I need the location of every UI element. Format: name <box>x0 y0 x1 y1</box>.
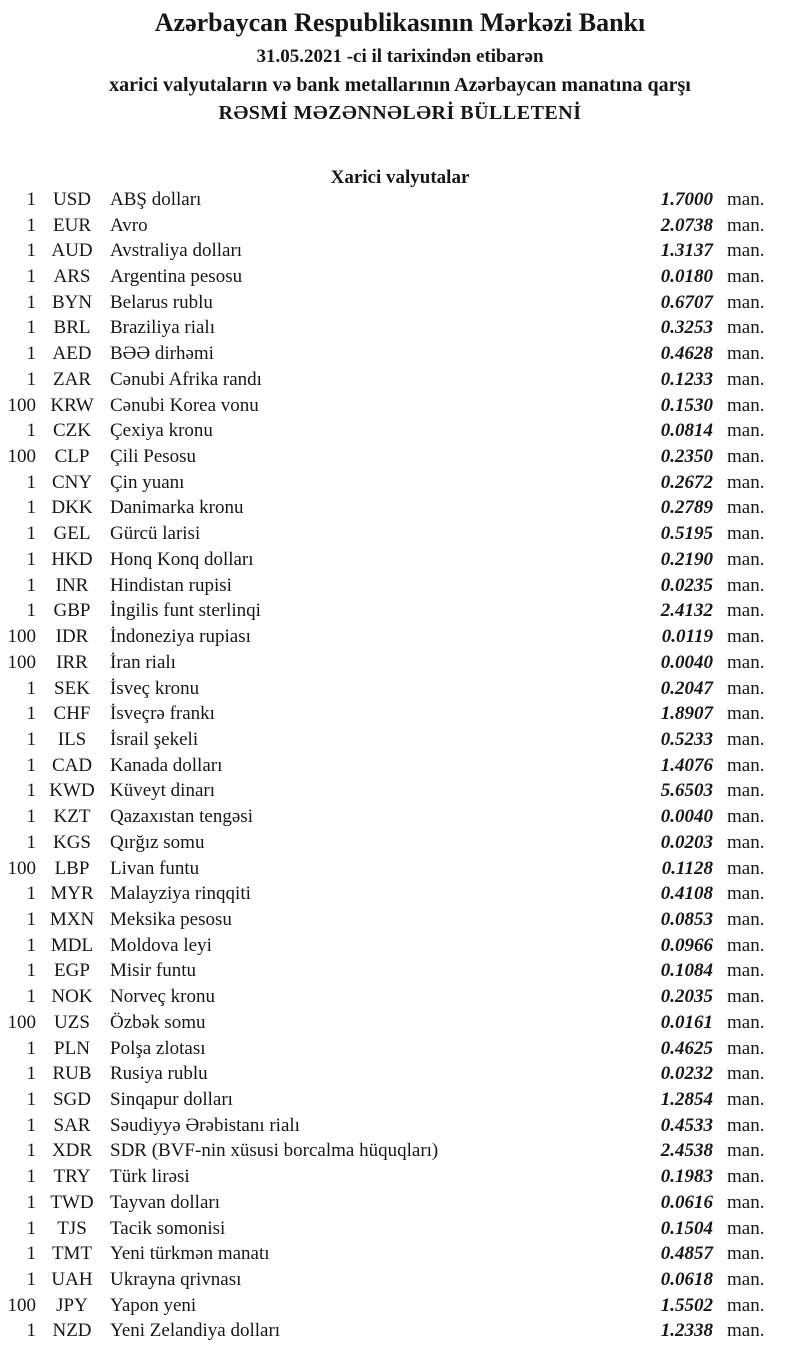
unit-label: man. <box>727 548 765 570</box>
currency-row <box>0 393 800 419</box>
currency-row <box>0 367 800 393</box>
currency-name: Cənubi Afrika randı <box>110 368 262 390</box>
currency-name: Ukrayna qrivnası <box>110 1269 242 1291</box>
rate-value: 0.0235 <box>660 574 713 596</box>
currency-code: DKK <box>51 497 93 519</box>
rate-value: 0.4108 <box>660 883 713 905</box>
unit-label: man. <box>727 651 765 673</box>
currency-code: IRR <box>56 651 88 673</box>
nominal-amount: 1 <box>26 266 36 288</box>
currency-code: KRW <box>50 394 94 416</box>
rate-value: 0.0853 <box>660 908 713 930</box>
nominal-amount: 1 <box>26 831 36 853</box>
currency-name: BƏƏ dirhəmi <box>110 343 214 365</box>
nominal-amount: 1 <box>26 1191 36 1213</box>
currency-row <box>0 624 800 650</box>
unit-label: man. <box>727 574 765 596</box>
currency-name: Livan funtu <box>110 857 200 879</box>
rate-value: 0.2789 <box>660 497 713 519</box>
currency-row <box>0 547 800 573</box>
unit-label: man. <box>727 266 765 288</box>
currency-name: Kanada dolları <box>110 754 223 776</box>
rate-value: 0.0616 <box>660 1191 713 1213</box>
currency-row <box>0 1113 800 1139</box>
rate-value: 0.1084 <box>660 960 713 982</box>
currency-row <box>0 521 800 547</box>
currency-row <box>0 727 800 753</box>
unit-label: man. <box>727 368 765 390</box>
currency-code: JPY <box>56 1294 88 1316</box>
currency-name: Səudiyyə Ərəbistanı rialı <box>110 1114 300 1136</box>
nominal-amount: 1 <box>26 471 36 493</box>
unit-label: man. <box>727 1320 765 1342</box>
rate-value: 1.2338 <box>660 1320 713 1342</box>
currency-row <box>0 264 800 290</box>
nominal-amount: 1 <box>26 343 36 365</box>
rate-value: 0.0232 <box>660 1063 713 1085</box>
rate-value: 0.2190 <box>660 548 713 570</box>
nominal-amount: 1 <box>26 728 36 750</box>
unit-label: man. <box>727 446 765 468</box>
nominal-amount: 1 <box>26 523 36 545</box>
unit-label: man. <box>727 600 765 622</box>
currency-code: XDR <box>51 1140 93 1162</box>
rate-value: 0.6707 <box>660 291 713 313</box>
nominal-amount: 1 <box>26 574 36 596</box>
nominal-amount: 100 <box>7 1294 36 1316</box>
currency-row <box>0 187 800 213</box>
currency-name: Rusiya rublu <box>110 1063 208 1085</box>
unit-label: man. <box>727 497 765 519</box>
currency-code: TWD <box>50 1191 94 1213</box>
unit-label: man. <box>727 1269 765 1291</box>
currency-row <box>0 779 800 805</box>
nominal-amount: 1 <box>26 960 36 982</box>
currency-code: PLN <box>54 1037 90 1059</box>
currency-code: KWD <box>49 780 95 802</box>
currency-name: Danimarka kronu <box>110 497 244 519</box>
currency-name: İngilis funt sterlinqi <box>110 600 261 622</box>
currency-row <box>0 444 800 470</box>
currency-name: Qazaxıstan tengəsi <box>110 806 253 828</box>
currency-name: Moldova leyi <box>110 934 212 956</box>
currency-code: UAH <box>51 1269 93 1291</box>
currency-name: Polşa zlotası <box>110 1037 206 1059</box>
unit-label: man. <box>727 780 765 802</box>
rate-value: 5.6503 <box>660 780 713 802</box>
currency-code: TJS <box>57 1217 87 1239</box>
rate-value: 0.0966 <box>660 934 713 956</box>
currency-row <box>0 1036 800 1062</box>
nominal-amount: 100 <box>7 626 36 648</box>
rate-value: 2.4132 <box>660 600 713 622</box>
currency-row <box>0 959 800 985</box>
rate-value: 1.3137 <box>660 240 713 262</box>
nominal-amount: 1 <box>26 1243 36 1265</box>
currency-row <box>0 907 800 933</box>
currency-code: AUD <box>51 240 93 262</box>
currency-name: Hindistan rupisi <box>110 574 232 596</box>
unit-label: man. <box>727 831 765 853</box>
currency-name: Cənubi Korea vonu <box>110 394 259 416</box>
unit-label: man. <box>727 214 765 236</box>
currency-name: İsrail şekeli <box>110 728 199 750</box>
unit-label: man. <box>727 1166 765 1188</box>
currency-code: MXN <box>49 908 95 930</box>
currency-row <box>0 599 800 625</box>
currency-code: GEL <box>53 523 91 545</box>
nominal-amount: 1 <box>26 1037 36 1059</box>
currency-code: TMT <box>51 1243 93 1265</box>
unit-label: man. <box>727 1011 765 1033</box>
currency-code: SGD <box>52 1089 91 1111</box>
currency-name: Qırğız somu <box>110 831 205 853</box>
unit-label: man. <box>727 857 765 879</box>
nominal-amount: 1 <box>26 1166 36 1188</box>
currency-code: ILS <box>57 728 87 750</box>
nominal-amount: 100 <box>7 446 36 468</box>
currency-code: IDR <box>55 626 89 648</box>
nominal-amount: 1 <box>26 548 36 570</box>
currency-row <box>0 984 800 1010</box>
currency-row <box>0 213 800 239</box>
unit-label: man. <box>727 1243 765 1265</box>
currency-name: Çili Pesosu <box>110 446 197 468</box>
nominal-amount: 1 <box>26 677 36 699</box>
rate-value: 0.0040 <box>660 651 713 673</box>
nominal-amount: 1 <box>26 1089 36 1111</box>
unit-label: man. <box>727 986 765 1008</box>
rate-value: 0.2047 <box>660 677 713 699</box>
currency-name: Türk lirəsi <box>110 1166 190 1188</box>
currency-name: Avstraliya dolları <box>110 240 243 262</box>
nominal-amount: 1 <box>26 291 36 313</box>
currency-code: BRL <box>53 317 91 339</box>
nominal-amount: 1 <box>26 1140 36 1162</box>
unit-label: man. <box>727 291 765 313</box>
rate-value: 0.0180 <box>660 266 713 288</box>
currency-code: USD <box>52 188 91 210</box>
unit-label: man. <box>727 240 765 262</box>
effective-date-line: 31.05.2021 -ci il tarixindən etibarən <box>256 46 544 67</box>
rate-value: 0.4857 <box>660 1243 713 1265</box>
currency-row <box>0 933 800 959</box>
currency-code: NOK <box>51 986 93 1008</box>
unit-label: man. <box>727 728 765 750</box>
currency-code: KGS <box>52 831 91 853</box>
currency-name: Çin yuanı <box>110 471 185 493</box>
unit-label: man. <box>727 1294 765 1316</box>
currency-row <box>0 753 800 779</box>
rate-value: 2.0738 <box>660 214 713 236</box>
currency-row <box>0 290 800 316</box>
currency-name: Belarus rublu <box>110 291 213 313</box>
rate-value: 0.0203 <box>660 831 713 853</box>
currency-code: MYR <box>50 883 94 905</box>
rate-value: 0.0040 <box>660 806 713 828</box>
currency-code: MDL <box>50 934 94 956</box>
nominal-amount: 1 <box>26 986 36 1008</box>
rate-value: 0.4533 <box>660 1114 713 1136</box>
currency-code: EGP <box>54 960 90 982</box>
rate-value: 1.5502 <box>660 1294 713 1316</box>
currency-name: Meksika pesosu <box>110 908 232 930</box>
currency-row <box>0 470 800 496</box>
nominal-amount: 1 <box>26 1217 36 1239</box>
nominal-amount: 1 <box>26 883 36 905</box>
nominal-amount: 1 <box>26 368 36 390</box>
unit-label: man. <box>727 1089 765 1111</box>
rate-value: 0.0618 <box>660 1269 713 1291</box>
currency-name: Tacik somonisi <box>110 1217 226 1239</box>
currency-name: Malayziya rinqqiti <box>110 883 251 905</box>
currency-row <box>0 341 800 367</box>
unit-label: man. <box>727 1037 765 1059</box>
currency-row <box>0 1087 800 1113</box>
currency-row <box>0 1241 800 1267</box>
nominal-amount: 1 <box>26 1114 36 1136</box>
currency-code: CZK <box>53 420 91 442</box>
currency-name: İran rialı <box>110 651 176 673</box>
rate-value: 0.2350 <box>660 446 713 468</box>
currency-row <box>0 1061 800 1087</box>
nominal-amount: 100 <box>7 651 36 673</box>
currency-name: Yeni türkmən manatı <box>110 1243 270 1265</box>
unit-label: man. <box>727 420 765 442</box>
unit-label: man. <box>727 523 765 545</box>
currency-code: KZT <box>53 806 91 828</box>
unit-label: man. <box>727 754 765 776</box>
currency-code: BYN <box>51 291 93 313</box>
currency-name: Argentina pesosu <box>110 266 243 288</box>
unit-label: man. <box>727 343 765 365</box>
currency-row <box>0 1010 800 1036</box>
rate-value: 0.0161 <box>660 1011 713 1033</box>
currency-row <box>0 1293 800 1319</box>
nominal-amount: 1 <box>26 1320 36 1342</box>
unit-label: man. <box>727 1217 765 1239</box>
currency-rate-table <box>0 187 800 1344</box>
rate-value: 0.5233 <box>660 728 713 750</box>
nominal-amount: 1 <box>26 1269 36 1291</box>
bank-title: Azərbaycan Respublikasının Mərkəzi Bankı <box>154 8 646 37</box>
unit-label: man. <box>727 1191 765 1213</box>
currency-code: TRY <box>53 1166 91 1188</box>
rate-value: 1.7000 <box>660 188 713 210</box>
currency-code: LBP <box>54 857 90 879</box>
currency-code: RUB <box>52 1063 92 1085</box>
rate-value: 1.8907 <box>660 703 713 725</box>
currency-code: ARS <box>53 266 91 288</box>
currency-row <box>0 701 800 727</box>
currency-code: SAR <box>53 1114 91 1136</box>
currency-code: HKD <box>51 548 93 570</box>
unit-label: man. <box>727 317 765 339</box>
currency-row <box>0 830 800 856</box>
nominal-amount: 1 <box>26 780 36 802</box>
nominal-amount: 1 <box>26 806 36 828</box>
currency-name: Tayvan dolları <box>110 1191 220 1213</box>
nominal-amount: 1 <box>26 600 36 622</box>
currency-code: ZAR <box>53 368 91 390</box>
unit-label: man. <box>727 188 765 210</box>
currency-row <box>0 238 800 264</box>
unit-label: man. <box>727 703 765 725</box>
currency-name: Misir funtu <box>110 960 197 982</box>
nominal-amount: 1 <box>26 240 36 262</box>
currency-code: AED <box>52 343 92 365</box>
nominal-amount: 1 <box>26 703 36 725</box>
nominal-amount: 1 <box>26 497 36 519</box>
currency-row <box>0 1190 800 1216</box>
nominal-amount: 1 <box>26 908 36 930</box>
currency-name: İsveçrə frankı <box>110 703 215 725</box>
nominal-amount: 100 <box>7 857 36 879</box>
unit-label: man. <box>727 960 765 982</box>
currency-row <box>0 496 800 522</box>
unit-label: man. <box>727 471 765 493</box>
rate-value: 0.1233 <box>660 368 713 390</box>
currency-code: GBP <box>53 600 91 622</box>
unit-label: man. <box>727 806 765 828</box>
currency-name: Braziliya rialı <box>110 317 215 339</box>
rate-value: 0.1128 <box>661 857 713 879</box>
document-subtitle: xarici valyutaların və bank metallarının Azərbaycan manatına qarşı <box>109 74 691 96</box>
currency-code: EUR <box>53 214 91 236</box>
unit-label: man. <box>727 394 765 416</box>
rate-value: 0.2672 <box>660 471 713 493</box>
unit-label: man. <box>727 908 765 930</box>
currency-row <box>0 573 800 599</box>
currency-name: Çexiya kronu <box>110 420 213 442</box>
currency-row <box>0 650 800 676</box>
section-title-foreign-currencies: Xarici valyutalar <box>330 167 470 188</box>
nominal-amount: 100 <box>7 394 36 416</box>
currency-name: Küveyt dinarı <box>110 780 216 802</box>
rate-value: 0.5195 <box>660 523 713 545</box>
nominal-amount: 1 <box>26 934 36 956</box>
currency-name: Avro <box>110 214 148 236</box>
currency-row <box>0 676 800 702</box>
rate-value: 1.4076 <box>660 754 713 776</box>
currency-code: INR <box>55 574 89 596</box>
rate-value: 2.4538 <box>660 1140 713 1162</box>
currency-row <box>0 1139 800 1165</box>
unit-label: man. <box>727 1114 765 1136</box>
rate-value: 0.1983 <box>660 1166 713 1188</box>
currency-code: SEK <box>54 677 90 699</box>
currency-name: SDR (BVF-nin xüsusi borcalma hüquqları) <box>110 1140 439 1162</box>
nominal-amount: 1 <box>26 188 36 210</box>
nominal-amount: 100 <box>7 1011 36 1033</box>
currency-row <box>0 1164 800 1190</box>
currency-name: Honq Konq dolları <box>110 548 254 570</box>
nominal-amount: 1 <box>26 420 36 442</box>
nominal-amount: 1 <box>26 214 36 236</box>
currency-name: Yapon yeni <box>110 1294 197 1316</box>
currency-code: CHF <box>53 703 91 725</box>
currency-row <box>0 804 800 830</box>
rate-value: 0.4625 <box>660 1037 713 1059</box>
unit-label: man. <box>727 677 765 699</box>
unit-label: man. <box>727 883 765 905</box>
currency-row <box>0 856 800 882</box>
currency-name: ABŞ dolları <box>110 188 202 210</box>
unit-label: man. <box>727 934 765 956</box>
currency-code: CLP <box>54 446 90 468</box>
currency-name: Sinqapur dolları <box>110 1089 233 1111</box>
currency-row <box>0 1216 800 1242</box>
rate-value: 0.1504 <box>660 1217 713 1239</box>
unit-label: man. <box>727 626 765 648</box>
nominal-amount: 1 <box>26 1063 36 1085</box>
unit-label: man. <box>727 1140 765 1162</box>
unit-label: man. <box>727 1063 765 1085</box>
currency-row <box>0 1267 800 1293</box>
rate-value: 0.1530 <box>660 394 713 416</box>
currency-name: İsveç kronu <box>110 677 200 699</box>
nominal-amount: 1 <box>26 754 36 776</box>
rate-value: 0.4628 <box>660 343 713 365</box>
currency-row <box>0 1319 800 1345</box>
rate-value: 1.2854 <box>660 1089 713 1111</box>
currency-name: Gürcü larisi <box>110 523 201 545</box>
currency-name: Yeni Zelandiya dolları <box>110 1320 281 1342</box>
rate-value: 0.3253 <box>660 317 713 339</box>
currency-name: Norveç kronu <box>110 986 215 1008</box>
currency-code: NZD <box>52 1320 92 1342</box>
currency-name: Özbək somu <box>110 1011 206 1033</box>
document-header <box>0 0 800 126</box>
currency-code: CNY <box>51 471 93 493</box>
currency-row <box>0 418 800 444</box>
bulletin-title: RƏSMİ MƏZƏNNƏLƏRİ BÜLLETENİ <box>218 102 582 124</box>
currency-row <box>0 881 800 907</box>
rate-value: 0.0814 <box>660 420 713 442</box>
currency-row <box>0 316 800 342</box>
currency-code: CAD <box>51 754 93 776</box>
nominal-amount: 1 <box>26 317 36 339</box>
rate-value: 0.0119 <box>661 626 713 648</box>
rate-value: 0.2035 <box>660 986 713 1008</box>
currency-name: İndoneziya rupiası <box>110 626 251 648</box>
currency-code: UZS <box>54 1011 90 1033</box>
